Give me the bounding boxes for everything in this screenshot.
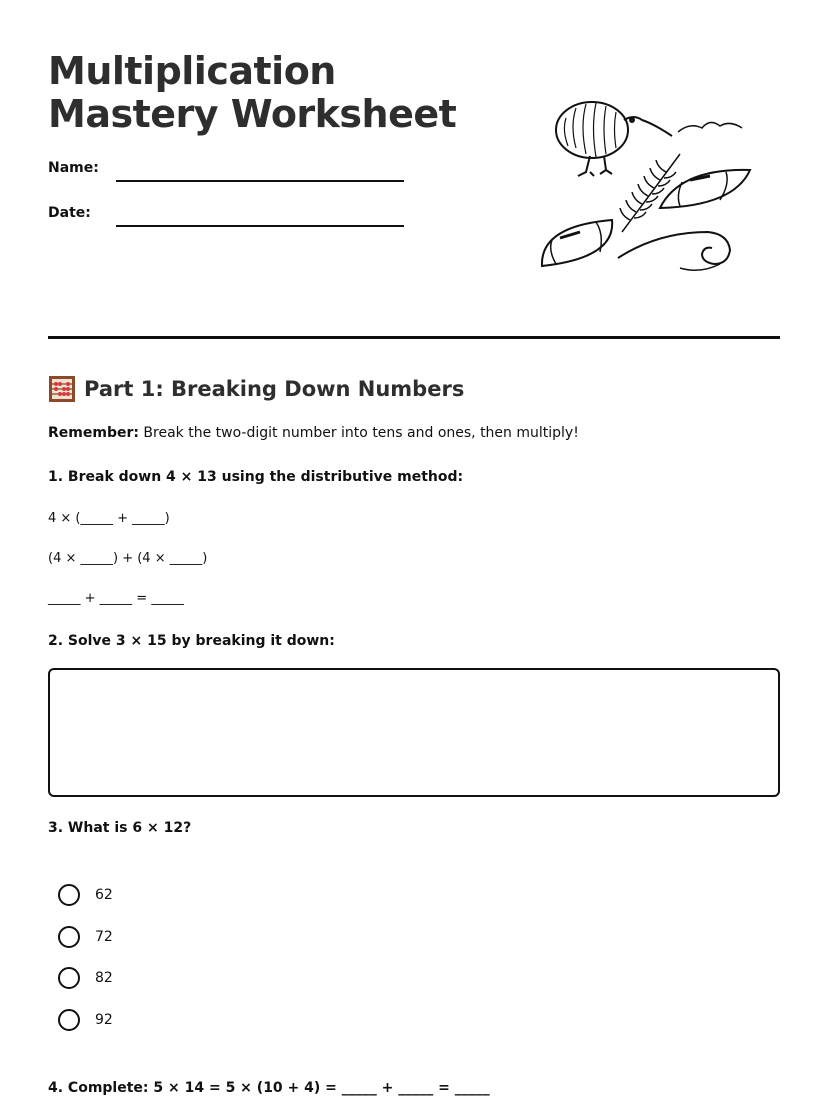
rugby-ball-icon [542, 220, 612, 266]
radio-button[interactable] [58, 967, 80, 989]
question-1-prompt: 1. Break down 4 × 13 using the distributive method: [48, 469, 464, 485]
question-1-line-1: 4 × (_____ + _____) [48, 511, 170, 526]
option-label: 92 [95, 1012, 113, 1028]
part1-title: Part 1: Breaking Down Numbers [84, 377, 465, 401]
hills-icon [678, 122, 742, 132]
question-3-prompt: 3. What is 6 × 12? [48, 820, 192, 836]
radio-button[interactable] [58, 1009, 80, 1031]
question-2-answer-box[interactable] [48, 668, 780, 797]
option-label: 72 [95, 929, 113, 945]
question-3-option[interactable] [58, 883, 113, 907]
name-label: Name: [48, 160, 99, 176]
question-1-line-3: _____ + _____ = _____ [48, 591, 184, 606]
question-3-option[interactable] [58, 925, 113, 949]
remember-note [48, 425, 579, 441]
worksheet-title: Multiplication Mastery Worksheet [48, 49, 457, 136]
abacus-icon [48, 375, 76, 403]
question-4-prompt: 4. Complete: 5 × 14 = 5 × (10 + 4) = _____ + _____ = _____ [48, 1080, 490, 1096]
name-field[interactable] [116, 180, 404, 182]
question-1-line-2: (4 × _____) + (4 × _____) [48, 551, 208, 566]
option-label: 82 [95, 970, 113, 986]
question-3-option[interactable] [58, 1008, 113, 1032]
radio-button[interactable] [58, 926, 80, 948]
koru-icon [618, 232, 730, 270]
question-2-prompt: 2. Solve 3 × 15 by breaking it down: [48, 633, 335, 649]
section-divider [48, 336, 780, 339]
remember-label: Remember: [48, 425, 139, 441]
date-label: Date: [48, 205, 91, 221]
option-label: 62 [95, 887, 113, 903]
radio-button[interactable] [58, 884, 80, 906]
kiwi-bird-icon [556, 102, 672, 176]
nz-illustration [530, 90, 760, 275]
remember-text: Break the two-digit number into tens and ones, then multiply! [138, 425, 579, 441]
question-3-option[interactable] [58, 966, 113, 990]
date-field[interactable] [116, 225, 404, 227]
part1-header [48, 374, 464, 404]
